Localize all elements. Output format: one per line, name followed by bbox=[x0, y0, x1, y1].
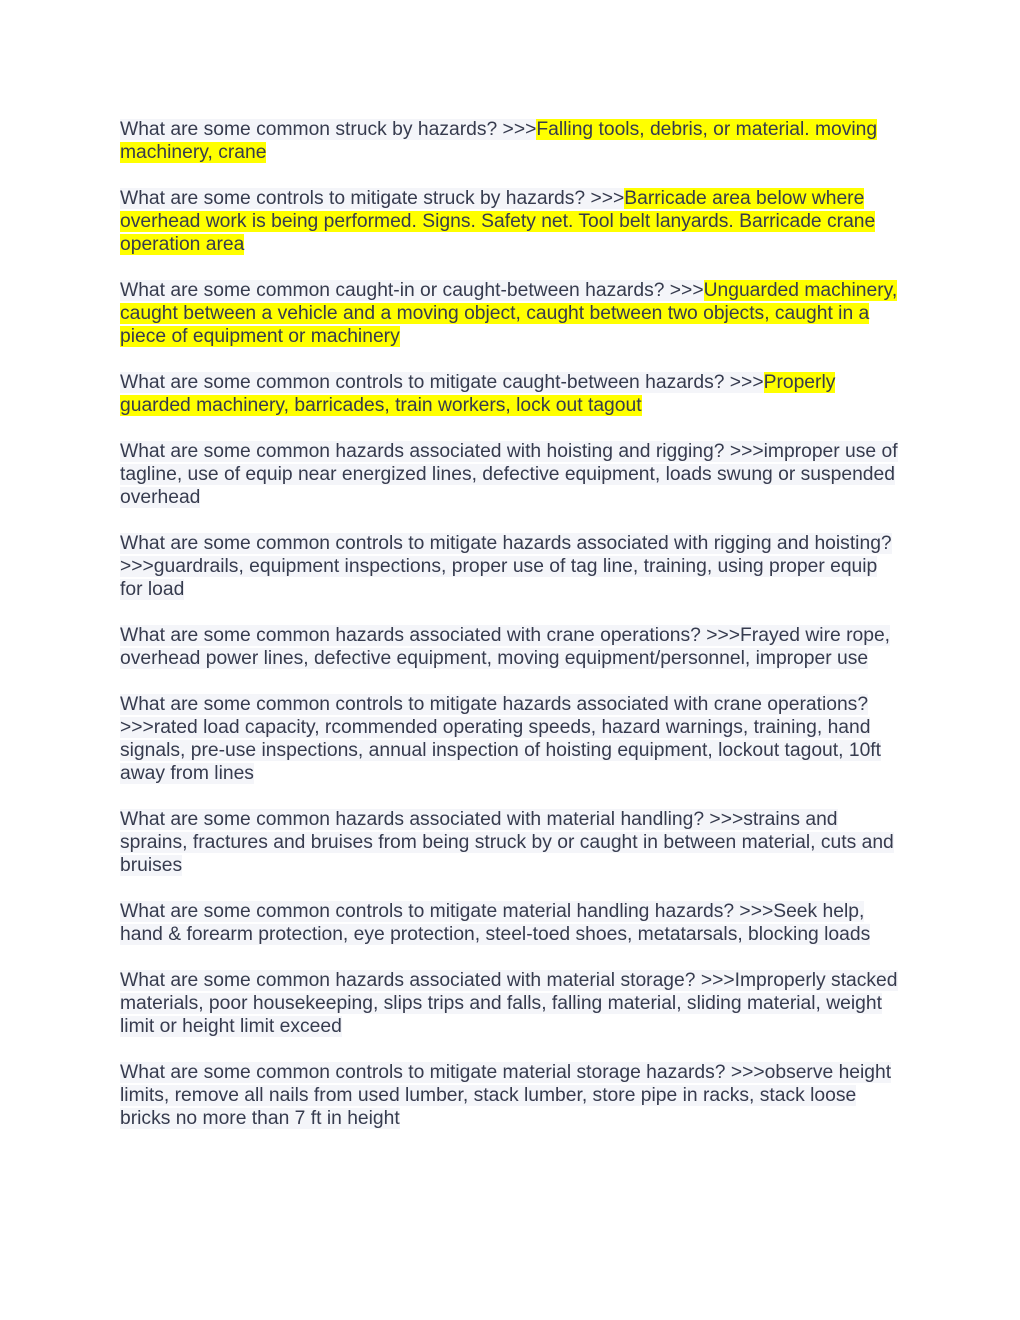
question-text: What are some common hazards associated with crane operations? >>> bbox=[120, 625, 741, 646]
answer-text: Seek help, hand & forearm protection, eye protection, steel-toed shoes, metatarsals, blocking loads bbox=[120, 901, 871, 945]
qa-item bbox=[120, 900, 905, 946]
document-page bbox=[120, 118, 905, 1153]
answer-text: observe height limits, remove all nails from used lumber, stack lumber, store pipe in racks, stack loose bricks no more than 7 ft in height bbox=[120, 1062, 892, 1129]
question-text: What are some common controls to mitigate material handling hazards? >>> bbox=[120, 901, 774, 922]
question-text: What are some common controls to mitigate material storage hazards? >>> bbox=[120, 1062, 765, 1083]
question-text: What are some controls to mitigate struck by hazards? >>> bbox=[120, 188, 625, 209]
qa-item bbox=[120, 532, 905, 601]
qa-item bbox=[120, 279, 905, 348]
answer-text: strains and sprains, fractures and bruises from being struck by or caught in between material, cuts and bruises bbox=[120, 809, 894, 876]
answer-text-highlighted: Falling tools, debris, or material. moving machinery, crane bbox=[120, 119, 878, 163]
answer-text: rated load capacity, rcommended operating speeds, hazard warnings, training, hand signals, pre-use inspections, annual inspection of hoisting equipment, lockout tagout, 10ft away from lines bbox=[120, 717, 882, 784]
qa-item bbox=[120, 118, 905, 164]
question-text: What are some common hazards associated with material handling? >>> bbox=[120, 809, 744, 830]
question-text: What are some common controls to mitigate hazards associated with crane operations? >>> bbox=[120, 694, 869, 738]
answer-text-highlighted: Unguarded machinery, caught between a vehicle and a moving object, caught between two objects, caught in a piece of equipment or machinery bbox=[120, 280, 898, 347]
question-text: What are some common struck by hazards? >>> bbox=[120, 119, 537, 140]
answer-text: guardrails, equipment inspections, proper use of tag line, training, using proper equip for load bbox=[120, 556, 878, 600]
qa-item bbox=[120, 187, 905, 256]
answer-text-highlighted: Properly guarded machinery, barricades, train workers, lock out tagout bbox=[120, 372, 836, 416]
answer-text: Improperly stacked materials, poor housekeeping, slips trips and falls, falling material, sliding material, weight limit or height limit exceed bbox=[120, 970, 898, 1037]
answer-text: improper use of tagline, use of equip near energized lines, defective equipment, loads swung or suspended overhead bbox=[120, 441, 898, 508]
qa-item bbox=[120, 808, 905, 877]
qa-item bbox=[120, 693, 905, 785]
question-text: What are some common controls to mitigate caught-between hazards? >>> bbox=[120, 372, 764, 393]
question-text: What are some common hazards associated with material storage? >>> bbox=[120, 970, 735, 991]
qa-item bbox=[120, 624, 905, 670]
question-text: What are some common hazards associated with hoisting and rigging? >>> bbox=[120, 441, 764, 462]
question-text: What are some common caught-in or caught-between hazards? >>> bbox=[120, 280, 704, 301]
answer-text-highlighted: Barricade area below where overhead work is being performed. Signs. Safety net. Tool belt lanyards. Barricade crane operation area bbox=[120, 188, 876, 255]
answer-text: Frayed wire rope, overhead power lines, defective equipment, moving equipment/personnel, improper use bbox=[120, 625, 891, 669]
qa-item bbox=[120, 969, 905, 1038]
question-text: What are some common controls to mitigate hazards associated with rigging and hoisting? >>> bbox=[120, 533, 892, 577]
qa-item bbox=[120, 371, 905, 417]
qa-item bbox=[120, 440, 905, 509]
qa-item bbox=[120, 1061, 905, 1130]
